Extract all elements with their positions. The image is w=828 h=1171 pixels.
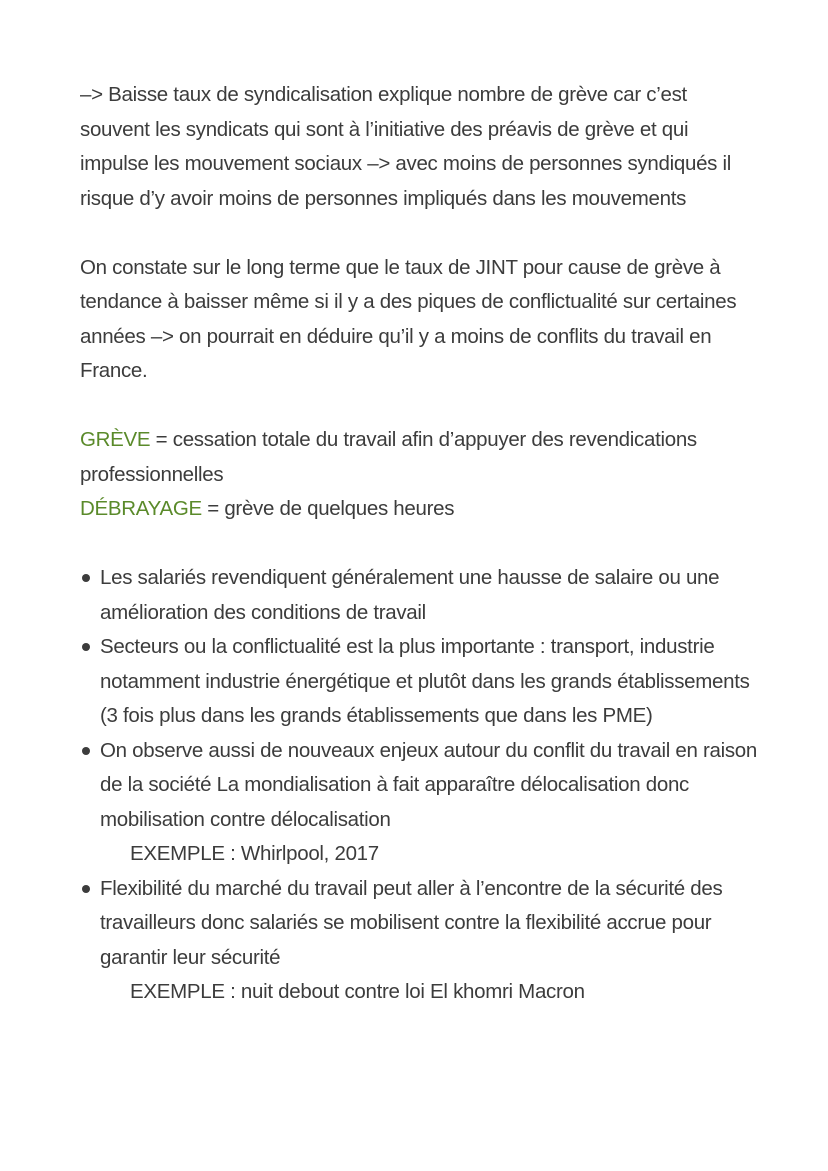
definition-term: DÉBRAYAGE xyxy=(80,497,202,520)
paragraph-syndicalisation: –> Baisse taux de syndicalisation explique nombre de grève car c’est souvent les syndicats qui sont à l’initiative des préavis de grève et qui impulse les mouvement sociaux –> avec moins de personnes syndiqués il risque d’y avoir moins de personnes impliqués dans les mouvements xyxy=(80,83,732,210)
document-page xyxy=(80,78,760,1010)
bullet-dot-icon xyxy=(82,574,90,582)
bullet-list xyxy=(80,561,760,1010)
bullet-dot-icon xyxy=(82,747,90,755)
bullet-item xyxy=(80,561,760,630)
definition-greve xyxy=(80,423,760,492)
bullet-item xyxy=(80,872,760,1010)
bullet-item xyxy=(80,734,760,872)
definition-debrayage xyxy=(80,492,760,527)
definition-text: = grève de quelques heures xyxy=(201,497,455,520)
bullet-text: Secteurs ou la conflictualité est la plus importante : transport, industrie notamment industrie énergétique et plutôt dans les grands établissements (3 fois plus dans les grands établissements que dans les PME) xyxy=(100,635,750,727)
example-line: EXEMPLE : Whirlpool, 2017 xyxy=(130,842,379,865)
definitions-block xyxy=(80,423,760,527)
definition-term: GRÈVE xyxy=(80,428,151,451)
definition-text: = cessation totale du travail afin d’appuyer des revendications professionnelles xyxy=(80,428,697,486)
paragraph-jint: On constate sur le long terme que le taux de JINT pour cause de grève à tendance à baisser même si il y a des piques de conflictualité sur certaines années –> on pourrait en déduire qu’il y a moins de conflits du travail en France. xyxy=(80,255,737,382)
example-line: EXEMPLE : nuit debout contre loi El khomri Macron xyxy=(130,980,585,1003)
bullet-item xyxy=(80,630,760,734)
bullet-text: Flexibilité du marché du travail peut aller à l’encontre de la sécurité des travailleurs donc salariés se mobilisent contre la flexibilité accrue pour garantir leur sécurité xyxy=(100,876,723,969)
bullet-dot-icon xyxy=(82,885,90,893)
bullet-dot-icon xyxy=(82,643,90,651)
bullet-text: Les salariés revendiquent généralement une hausse de salaire ou une amélioration des conditions de travail xyxy=(100,566,720,624)
bullet-text: On observe aussi de nouveaux enjeux autour du conflit du travail en raison de la société La mondialisation à fait apparaître délocalisation donc mobilisation contre délocalisation xyxy=(100,738,758,831)
